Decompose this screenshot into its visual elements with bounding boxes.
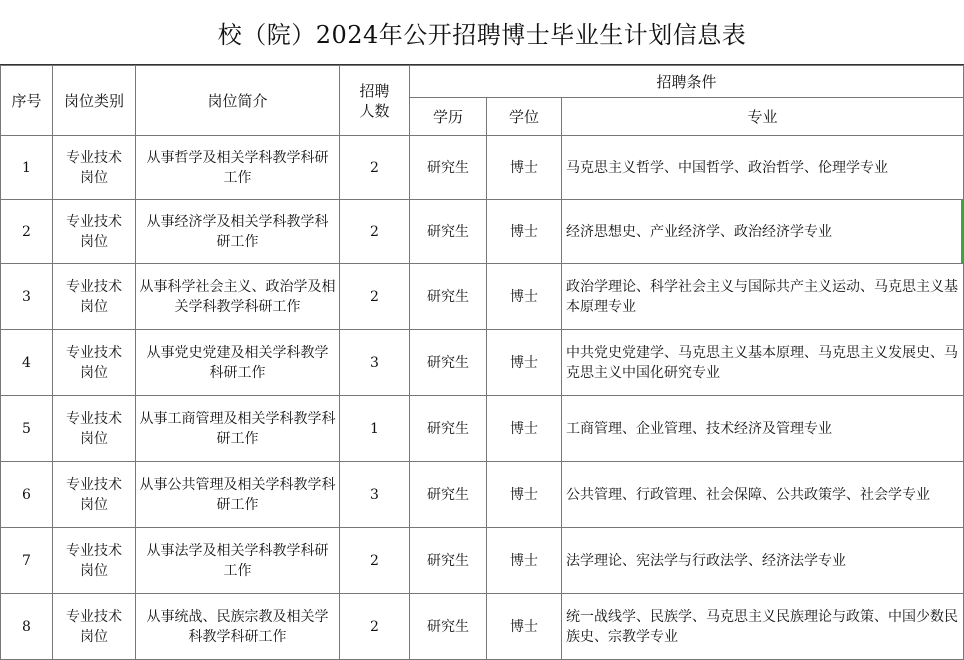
header-degree[interactable]: 学位 <box>487 98 562 136</box>
table-row <box>1 200 964 264</box>
cell-intro[interactable]: 从事法学及相关学科教学科研工作 <box>136 528 340 594</box>
cell-degree[interactable]: 博士 <box>487 136 562 200</box>
table-row <box>1 136 964 200</box>
header-intro[interactable]: 岗位简介 <box>136 66 340 136</box>
cell-degree[interactable]: 博士 <box>487 264 562 330</box>
cell-count[interactable]: 2 <box>340 136 410 200</box>
header-seq[interactable]: 序号 <box>1 66 53 136</box>
cell-count[interactable]: 3 <box>340 330 410 396</box>
cell-degree[interactable]: 博士 <box>487 396 562 462</box>
cell-count[interactable]: 2 <box>340 594 410 660</box>
table-row <box>1 330 964 396</box>
cell-degree[interactable]: 博士 <box>487 462 562 528</box>
cell-intro[interactable]: 从事哲学及相关学科教学科研工作 <box>136 136 340 200</box>
cell-education[interactable]: 研究生 <box>410 136 487 200</box>
cell-degree[interactable]: 博士 <box>487 528 562 594</box>
cell-seq[interactable]: 3 <box>1 264 53 330</box>
page-title: 校（院）2024年公开招聘博士毕业生计划信息表 <box>217 20 747 49</box>
cell-seq[interactable]: 1 <box>1 136 53 200</box>
table-row <box>1 396 964 462</box>
cell-category[interactable]: 专业技术岗位 <box>53 462 136 528</box>
cell-major[interactable]: 工商管理、企业管理、技术经济及管理专业 <box>562 396 964 462</box>
cell-education[interactable]: 研究生 <box>410 330 487 396</box>
cell-major[interactable]: 公共管理、行政管理、社会保障、公共政策学、社会学专业 <box>562 462 964 528</box>
table-row <box>1 462 964 528</box>
recruitment-table <box>0 65 964 660</box>
cell-education[interactable]: 研究生 <box>410 200 487 264</box>
table-row <box>1 594 964 660</box>
cell-category[interactable]: 专业技术岗位 <box>53 264 136 330</box>
cell-intro[interactable]: 从事经济学及相关学科教学科研工作 <box>136 200 340 264</box>
table-row <box>1 528 964 594</box>
cell-category[interactable]: 专业技术岗位 <box>53 528 136 594</box>
cell-category[interactable]: 专业技术岗位 <box>53 594 136 660</box>
header-conditions[interactable]: 招聘条件 <box>410 66 964 98</box>
cell-category[interactable]: 专业技术岗位 <box>53 136 136 200</box>
cell-education[interactable]: 研究生 <box>410 264 487 330</box>
header-education[interactable]: 学历 <box>410 98 487 136</box>
cell-count[interactable]: 2 <box>340 264 410 330</box>
cell-education[interactable]: 研究生 <box>410 528 487 594</box>
cell-major[interactable]: 法学理论、宪法学与行政法学、经济法学专业 <box>562 528 964 594</box>
cell-major[interactable]: 政治学理论、科学社会主义与国际共产主义运动、马克思主义基本原理专业 <box>562 264 964 330</box>
cell-count[interactable]: 1 <box>340 396 410 462</box>
cell-education[interactable]: 研究生 <box>410 594 487 660</box>
cell-degree[interactable]: 博士 <box>487 200 562 264</box>
cell-count[interactable]: 2 <box>340 528 410 594</box>
cell-education[interactable]: 研究生 <box>410 462 487 528</box>
cell-count[interactable]: 3 <box>340 462 410 528</box>
cell-intro[interactable]: 从事公共管理及相关学科教学科研工作 <box>136 462 340 528</box>
header-category[interactable]: 岗位类别 <box>53 66 136 136</box>
cell-intro[interactable]: 从事工商管理及相关学科教学科研工作 <box>136 396 340 462</box>
cell-count[interactable]: 2 <box>340 200 410 264</box>
cell-seq[interactable]: 5 <box>1 396 53 462</box>
cell-degree[interactable]: 博士 <box>487 594 562 660</box>
header-count[interactable]: 招聘人数 <box>340 66 410 136</box>
cell-intro[interactable]: 从事科学社会主义、政治学及相关学科教学科研工作 <box>136 264 340 330</box>
table-row <box>1 264 964 330</box>
cell-intro[interactable]: 从事党史党建及相关学科教学科研工作 <box>136 330 340 396</box>
header-major[interactable]: 专业 <box>562 98 964 136</box>
cell-major[interactable]: 中共党史党建学、马克思主义基本原理、马克思主义发展史、马克思主义中国化研究专业 <box>562 330 964 396</box>
cell-seq[interactable]: 8 <box>1 594 53 660</box>
cell-category[interactable]: 专业技术岗位 <box>53 330 136 396</box>
cell-category[interactable]: 专业技术岗位 <box>53 396 136 462</box>
title-cell[interactable] <box>0 0 964 66</box>
cell-seq[interactable]: 6 <box>1 462 53 528</box>
cell-seq[interactable]: 2 <box>1 200 53 264</box>
cell-degree[interactable]: 博士 <box>487 330 562 396</box>
cell-major[interactable]: 统一战线学、民族学、马克思主义民族理论与政策、中国少数民族史、宗教学专业 <box>562 594 964 660</box>
cell-seq[interactable]: 7 <box>1 528 53 594</box>
cell-major-selected[interactable]: 经济思想史、产业经济学、政治经济学专业 <box>562 200 964 264</box>
cell-major[interactable]: 马克思主义哲学、中国哲学、政治哲学、伦理学专业 <box>562 136 964 200</box>
cell-seq[interactable]: 4 <box>1 330 53 396</box>
cell-intro[interactable]: 从事统战、民族宗教及相关学科教学科研工作 <box>136 594 340 660</box>
cell-category[interactable]: 专业技术岗位 <box>53 200 136 264</box>
cell-education[interactable]: 研究生 <box>410 396 487 462</box>
